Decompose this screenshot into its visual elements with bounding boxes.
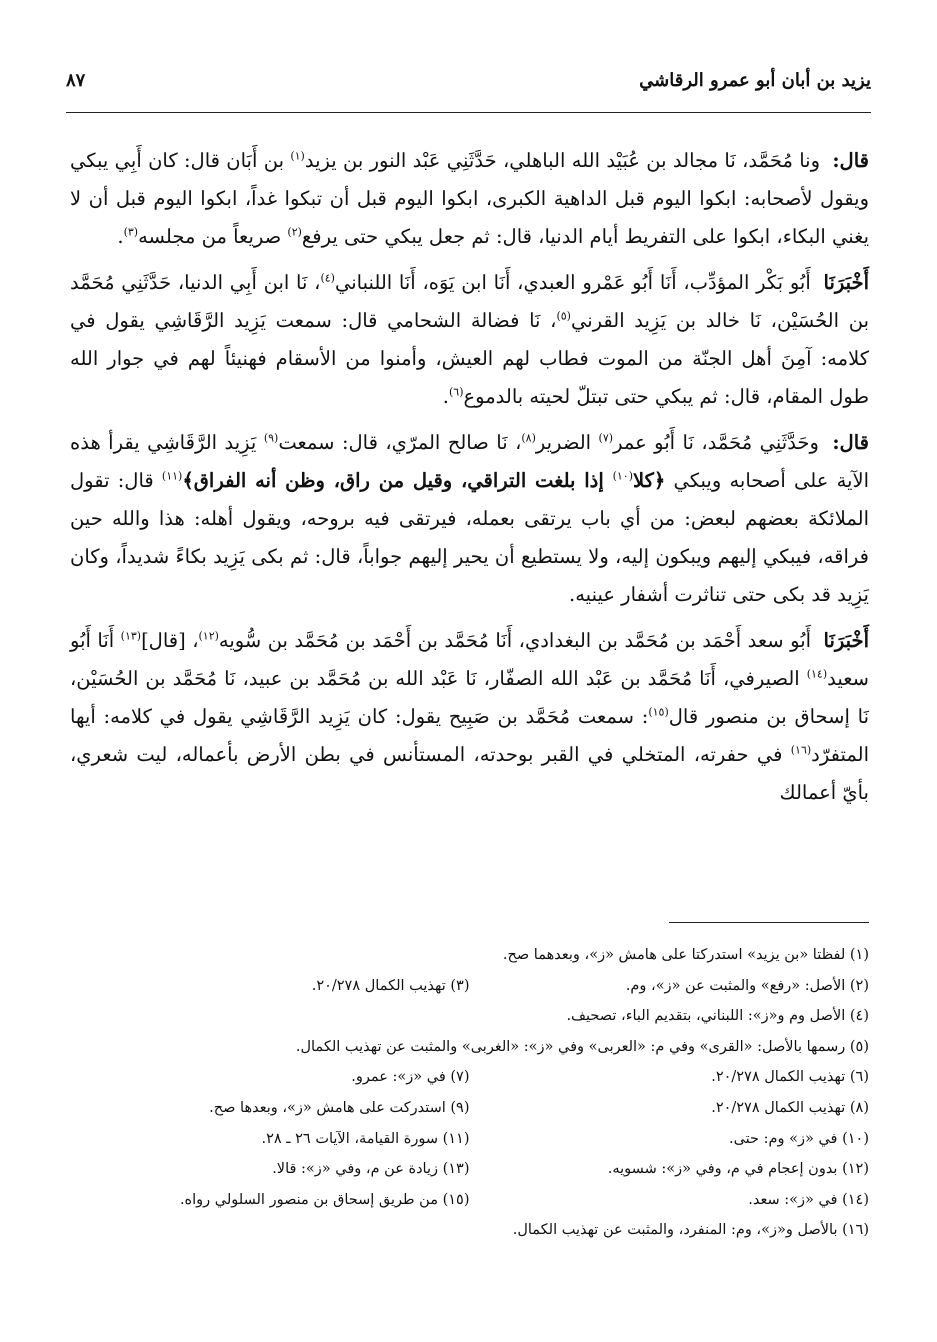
footnote-marker: (١) (290, 149, 305, 163)
text-segment: بن أَبَان قال: كان أَبِي يبكي ويقول لأصحابه: ابكوا اليوم قبل الداهية الكبرى، ابكوا اليوم قبل أن تبكوا غداً، ابكوا اليوم قبل أن لا يغني البكاء، ابكوا على التفريط أيام الدنيا، قال: ثم جعل يبكي حتى يرفع (70, 149, 869, 248)
footnote-marker: (١١) (161, 469, 183, 483)
text-segment: ، نَا صالح المرّي، قال: سمعت (278, 431, 522, 454)
footnote-marker: (٩) (263, 431, 279, 445)
footnote: (٤) الأصل وم و«ز»: اللبناني، بتقديم الباء، تصحيف. (566, 1008, 869, 1025)
footnote-row (70, 971, 869, 1002)
footnote-row (70, 1001, 869, 1032)
text-segment: وحَدَّثَنِي مُحَمَّد، نَا أَبُو عمر (613, 431, 827, 454)
footnote-marker: (٢) (287, 225, 302, 239)
footnote-marker: (١٥) (648, 705, 669, 719)
text-segment: أَنَا أَبُو سعيد (70, 629, 870, 690)
footnote: (٦) تهذيب الكمال ٢٠/٢٧٨. (711, 1069, 869, 1086)
text-segment: في حفرته، المتخلي في القبر بوحدته، المستأنس في بطن الأرض بأعماله، ليت شعري، بأيّ أعمالك (70, 743, 869, 804)
footnote: (١٤) في «ز»: سعد. (748, 1191, 869, 1208)
footnotes (70, 940, 869, 1246)
text-segment: . (442, 385, 449, 408)
footnote-row (70, 1032, 869, 1063)
footnote: (١٥) من طريق إسحاق بن منصور السلولي رواه. (179, 1191, 470, 1208)
header-rule (66, 112, 871, 113)
footnote-row (70, 1062, 869, 1093)
footnote-marker: (٨) (521, 431, 536, 445)
text-segment: صريعاً من مجلسه (138, 225, 288, 248)
text-segment: ونا مُحَمَّد، نَا مجالد بن عُبَيْد الله الباهلي، حَدَّثَنِي عَبْد النور بن يزيد (304, 149, 827, 172)
footnote-marker: (٣) (123, 225, 139, 239)
text-segment: ، [قال] (141, 629, 199, 652)
text-segment: قال: تقول الملائكة بعضهم لبعض: من أي باب يرتقى بعمله، فيرتقى فيه بروحه، ويقول أهله: هذا والله حين فراقه، فيبكي إليهم ويبكون إليه، ولا يستطيع أن يحير إليهم جواباً، قال: ثم بكى يَزِيد بكاءً شديداً، وكان يَزِيد قد بكى حتى تناثرت أشفار عينيه. (70, 469, 869, 606)
footnote-marker: (١٦) (790, 743, 812, 757)
paragraph (70, 142, 869, 256)
page-number: ٨٧ (66, 70, 86, 91)
footnote-row (70, 1154, 869, 1185)
footnote: (٢) الأصل: «رفع» والمثبت عن «ز»، وم. (625, 977, 869, 994)
footnote-marker: (١٣) (120, 629, 142, 643)
text-segment: ، نَا فضالة الشحامي قال: سمعت يَزِيد الرَّقَاشِي يقول في كلامه: آمِنَ أهل الجنّة من الموت فطاب لهم العيش، وأمنوا من الأسقام فهنيئاً لهم في جوار الله طول المقام، قال: ثم يبكي حتى تبتلّ لحيته بالدموع (70, 309, 869, 408)
main-text (70, 142, 869, 820)
paragraph (70, 622, 869, 812)
text-segment: ، نَا ابن أَبِي الدنيا، حَدَّثَنِي مُحَمَّد بن الحُسَيْن، نَا خالد بن يَزِيد القرني (70, 271, 869, 332)
footnote: (٣) تهذيب الكمال ٢٠/٢٧٨. (311, 977, 470, 994)
text-segment: : سمعت مُحَمَّد بن صَبِيح يقول: كان يَزِيد الرَّقَاشِي يقول في كلامه: أيها المتفرّد (70, 705, 869, 766)
footnote-row (70, 1093, 869, 1124)
footnote: (١٠) في «ز» وم: حتى. (728, 1130, 869, 1147)
footnote-marker: (١٤) (806, 667, 828, 681)
footnote-marker: (٤) (320, 271, 335, 285)
quran-verse: ﴿كلا (632, 469, 666, 492)
footnote-row (70, 1185, 869, 1216)
footnote-marker: (٧) (598, 431, 614, 445)
text-segment: . (117, 225, 124, 248)
footnote-marker: (١٢) (198, 629, 219, 643)
footnote: (١) لفظتا «بن يزيد» استدركتا على هامش «ز»، وبعدهما صح. (502, 947, 869, 963)
running-title: يزيد بن أبان أبو عمرو الرقاشي (639, 70, 871, 91)
quran-verse: إذا بلغت التراقي، وقيل من راق، وظن أنه الفراق﴾ (182, 469, 613, 492)
footnote-marker: (٦) (448, 385, 464, 399)
footnote-row (70, 940, 869, 971)
text-segment: الضرير (535, 431, 599, 454)
footnote: (١٢) بدون إعجام في م، وفي «ز»: شسويه. (607, 1161, 869, 1178)
text-segment: أَبُو بَكْر المؤدِّب، أَنَا أَبُو عَمْرو العبدي، أَنَا ابن يَوَه، أَنَا اللنباني (334, 271, 818, 294)
text-segment: الصيرفي، أَنَا مُحَمَّد بن عَبْد الله الصفّار، نَا عَبْد الله بن مُحَمَّد بن عبيد، نَا مُحَمَّد بن الحُسَيْن، نَا إسحاق بن منصور قال (70, 667, 870, 728)
footnote-marker: (٥) (556, 309, 571, 323)
footnote-marker: (١٠) (612, 469, 633, 483)
footnote: (٩) استدركت على هامش «ز»، وبعدها صح. (209, 1099, 470, 1116)
text-segment: أَبُو سعد أَحْمَد بن مُحَمَّد بن البغدادي، أَنَا مُحَمَّد بن أَحْمَد بن مُحَمَّد بن سُّويه (218, 629, 818, 652)
footnote: (٨) تهذيب الكمال ٢٠/٢٧٨. (711, 1099, 869, 1116)
footnote-row (70, 1124, 869, 1155)
footnote: (١٣) زيادة عن م، وفي «ز»: قالا. (272, 1161, 470, 1178)
footnote: (٥) رسمها بالأصل: «القرى» وفي م: «العربى» وفي «ز»: «الغربى» والمثبت عن تهذيب الكمال. (295, 1038, 869, 1055)
paragraph-lead-word: قال: (832, 149, 869, 172)
paragraph (70, 264, 869, 416)
paragraph-lead-word: أَخْبَرَنَا (823, 629, 869, 652)
text-segment: يَزِيد الرَّقَاشِي يقرأ هذه الآية على أصحابه ويبكي (70, 431, 869, 492)
paragraph-lead-word: قال: (832, 431, 869, 454)
paragraph (70, 424, 869, 614)
footnote-rule (669, 922, 869, 923)
footnote-row (70, 1215, 869, 1246)
footnote: (١١) سورة القيامة، الآيات ٢٦ ـ ٢٨. (261, 1130, 470, 1147)
paragraph-lead-word: أَخْبَرَنَا (823, 271, 869, 294)
footnote: (٧) في «ز»: عمرو. (351, 1069, 470, 1086)
footnote: (١٦) بالأصل و«ز»، وم: المنفرد، والمثبت عن تهذيب الكمال. (512, 1222, 869, 1239)
